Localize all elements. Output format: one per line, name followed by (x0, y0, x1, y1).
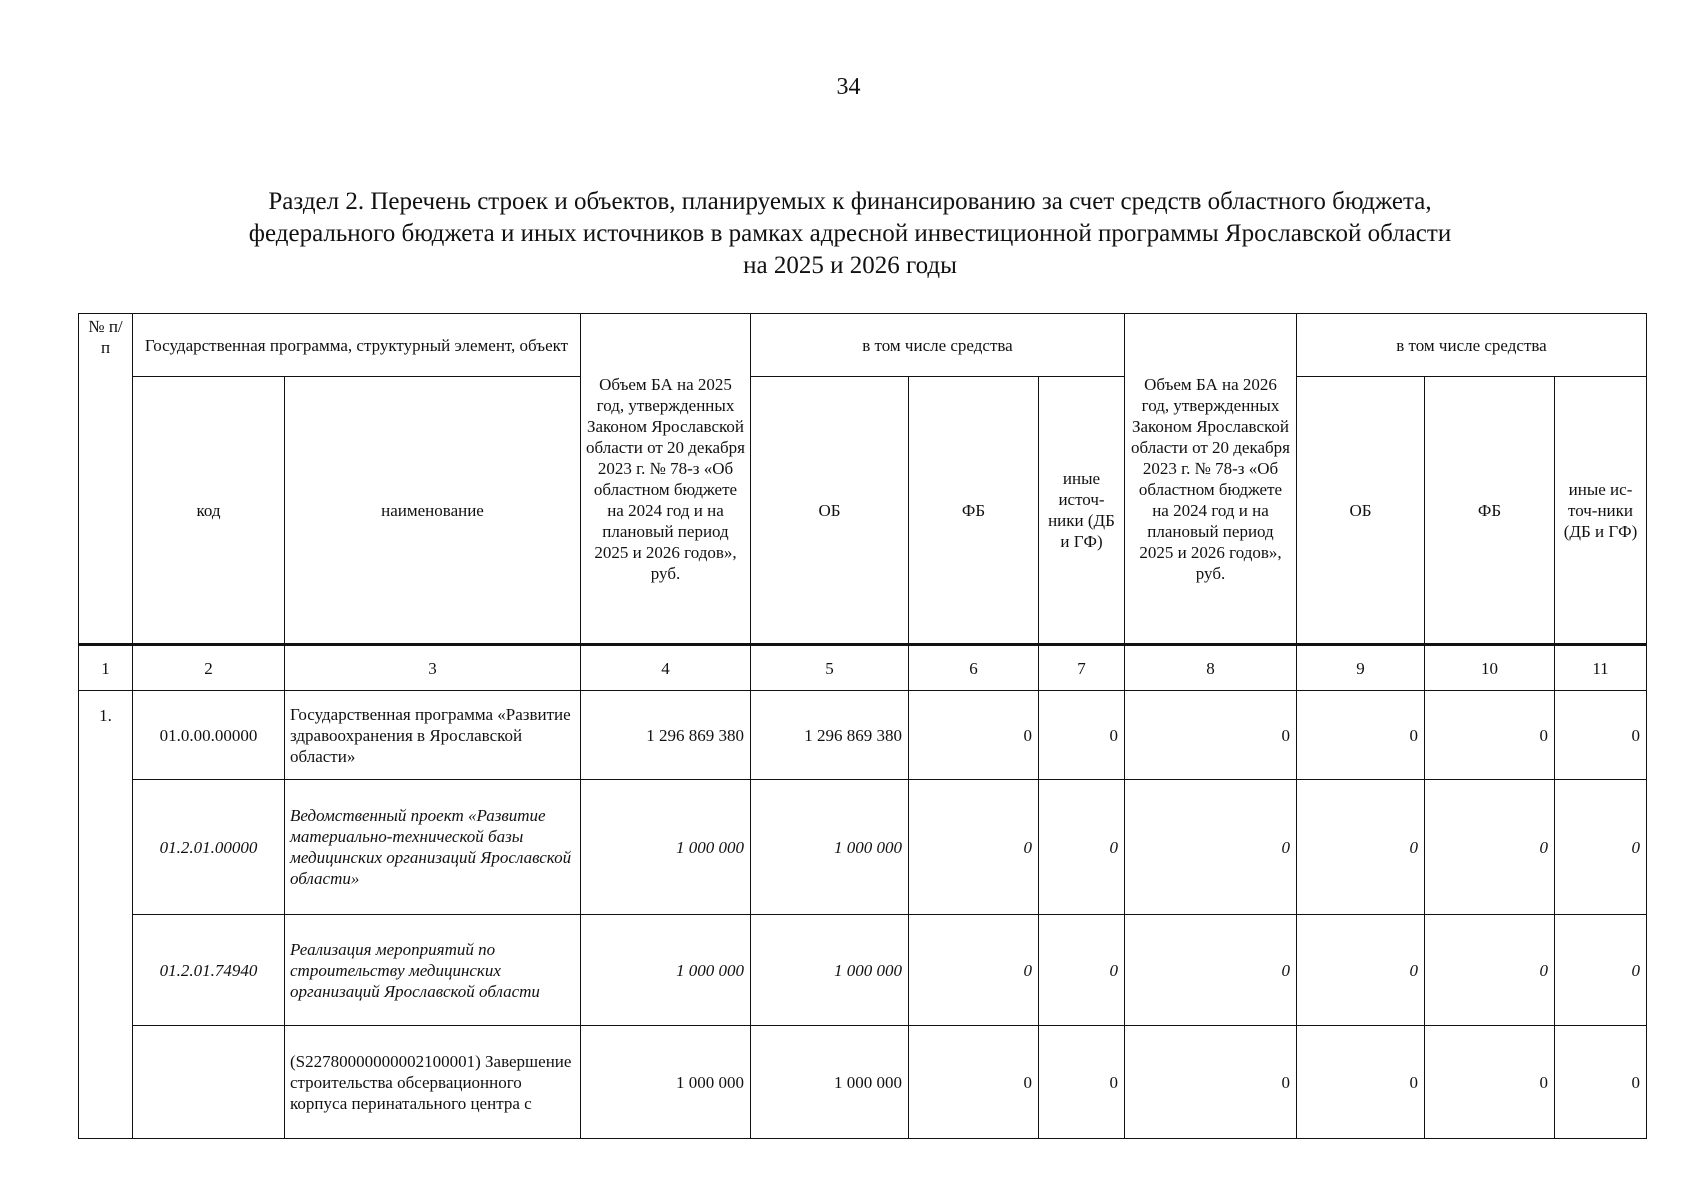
row-fb-2025: 0 (909, 1026, 1039, 1139)
header-other-2026: иные ис-точ-ники (ДБ и ГФ) (1555, 377, 1647, 645)
header-name: наименование (285, 377, 581, 645)
row-volume-2025: 1 000 000 (581, 780, 751, 915)
row-fb-2025: 0 (909, 915, 1039, 1026)
row-other-2026: 0 (1555, 691, 1647, 780)
section-title-line-2: федерального бюджета и иных источников в рамках адресной инвестиционной программы Ярославской области (248, 220, 1452, 247)
row-ob-2025: 1 000 000 (751, 780, 909, 915)
column-number: 11 (1555, 645, 1647, 691)
row-ob-2025: 1 296 869 380 (751, 691, 909, 780)
page-number: 34 (836, 74, 861, 100)
column-number: 6 (909, 645, 1039, 691)
table-row (79, 1026, 1647, 1139)
row-ob-2026: 0 (1297, 1026, 1425, 1139)
header-volume-2026: Объем БА на 2026 год, утвержденных Законом Ярославской области от 20 декабря 2023 г. № 78-з «Об областном бюджете на 2024 год и на плановый период 2025 и 2026 годов», руб. (1125, 314, 1297, 645)
row-ob-2025: 1 000 000 (751, 915, 909, 1026)
header-code: код (133, 377, 285, 645)
column-numbers-row (79, 645, 1647, 691)
row-other-2025: 0 (1039, 1026, 1125, 1139)
row-other-2026: 0 (1555, 915, 1647, 1026)
row-other-2026: 0 (1555, 1026, 1647, 1139)
row-ob-2026: 0 (1297, 691, 1425, 780)
row-other-2026: 0 (1555, 780, 1647, 915)
row-fb-2026: 0 (1425, 1026, 1555, 1139)
row-fb-2026: 0 (1425, 780, 1555, 915)
row-code: 01.2.01.74940 (133, 915, 285, 1026)
column-number: 9 (1297, 645, 1425, 691)
header-including-2026: в том числе средства (1297, 314, 1647, 377)
row-volume-2026: 0 (1125, 1026, 1297, 1139)
section-title (140, 186, 1560, 282)
row-name: Ведомственный проект «Развитие материально-технической базы медицинских организаций Ярославской области» (285, 780, 581, 915)
header-fb-2025: ФБ (909, 377, 1039, 645)
column-number: 7 (1039, 645, 1125, 691)
table-row (79, 780, 1647, 915)
header-num: № п/п (79, 314, 133, 645)
table-row (79, 915, 1647, 1026)
row-ob-2026: 0 (1297, 915, 1425, 1026)
column-number: 4 (581, 645, 751, 691)
row-other-2025: 0 (1039, 780, 1125, 915)
table-row (79, 691, 1647, 780)
section-title-line-3: на 2025 и 2026 годы (743, 252, 957, 279)
row-fb-2025: 0 (909, 780, 1039, 915)
row-volume-2026: 0 (1125, 691, 1297, 780)
row-other-2025: 0 (1039, 915, 1125, 1026)
row-number: 1. (79, 691, 133, 1139)
row-other-2025: 0 (1039, 691, 1125, 780)
header-other-2025: иные источ-ники (ДБ и ГФ) (1039, 377, 1125, 645)
column-number: 5 (751, 645, 909, 691)
row-code (133, 1026, 285, 1139)
row-volume-2026: 0 (1125, 915, 1297, 1026)
row-volume-2025: 1 000 000 (581, 915, 751, 1026)
row-ob-2026: 0 (1297, 780, 1425, 915)
header-fb-2026: ФБ (1425, 377, 1555, 645)
row-name: Государственная программа «Развитие здравоохранения в Ярославской области» (285, 691, 581, 780)
row-code: 01.0.00.00000 (133, 691, 285, 780)
header-program: Государственная программа, структурный элемент, объект (133, 314, 581, 377)
column-number: 1 (79, 645, 133, 691)
row-fb-2026: 0 (1425, 691, 1555, 780)
row-volume-2025: 1 000 000 (581, 1026, 751, 1139)
column-number: 2 (133, 645, 285, 691)
header-including-2025: в том числе средства (751, 314, 1125, 377)
row-ob-2025: 1 000 000 (751, 1026, 909, 1139)
row-fb-2025: 0 (909, 691, 1039, 780)
row-code: 01.2.01.00000 (133, 780, 285, 915)
header-ob-2026: ОБ (1297, 377, 1425, 645)
column-number: 3 (285, 645, 581, 691)
investment-program-table (78, 313, 1647, 1139)
header-volume-2025: Объем БА на 2025 год, утвержденных Законом Ярославской области от 20 декабря 2023 г. № 78-з «Об областном бюджете на 2024 год и на плановый период 2025 и 2026 годов», руб. (581, 314, 751, 645)
row-name: (S22780000000002100001) Завершение строительства обсервационного корпуса перинатального центра с (285, 1026, 581, 1139)
column-number: 10 (1425, 645, 1555, 691)
row-volume-2026: 0 (1125, 780, 1297, 915)
row-fb-2026: 0 (1425, 915, 1555, 1026)
column-number: 8 (1125, 645, 1297, 691)
row-name: Реализация мероприятий по строительству медицинских организаций Ярославской области (285, 915, 581, 1026)
section-title-line-1: Раздел 2. Перечень строек и объектов, планируемых к финансированию за счет средств областного бюджета, (268, 188, 1432, 215)
row-volume-2025: 1 296 869 380 (581, 691, 751, 780)
header-ob-2025: ОБ (751, 377, 909, 645)
